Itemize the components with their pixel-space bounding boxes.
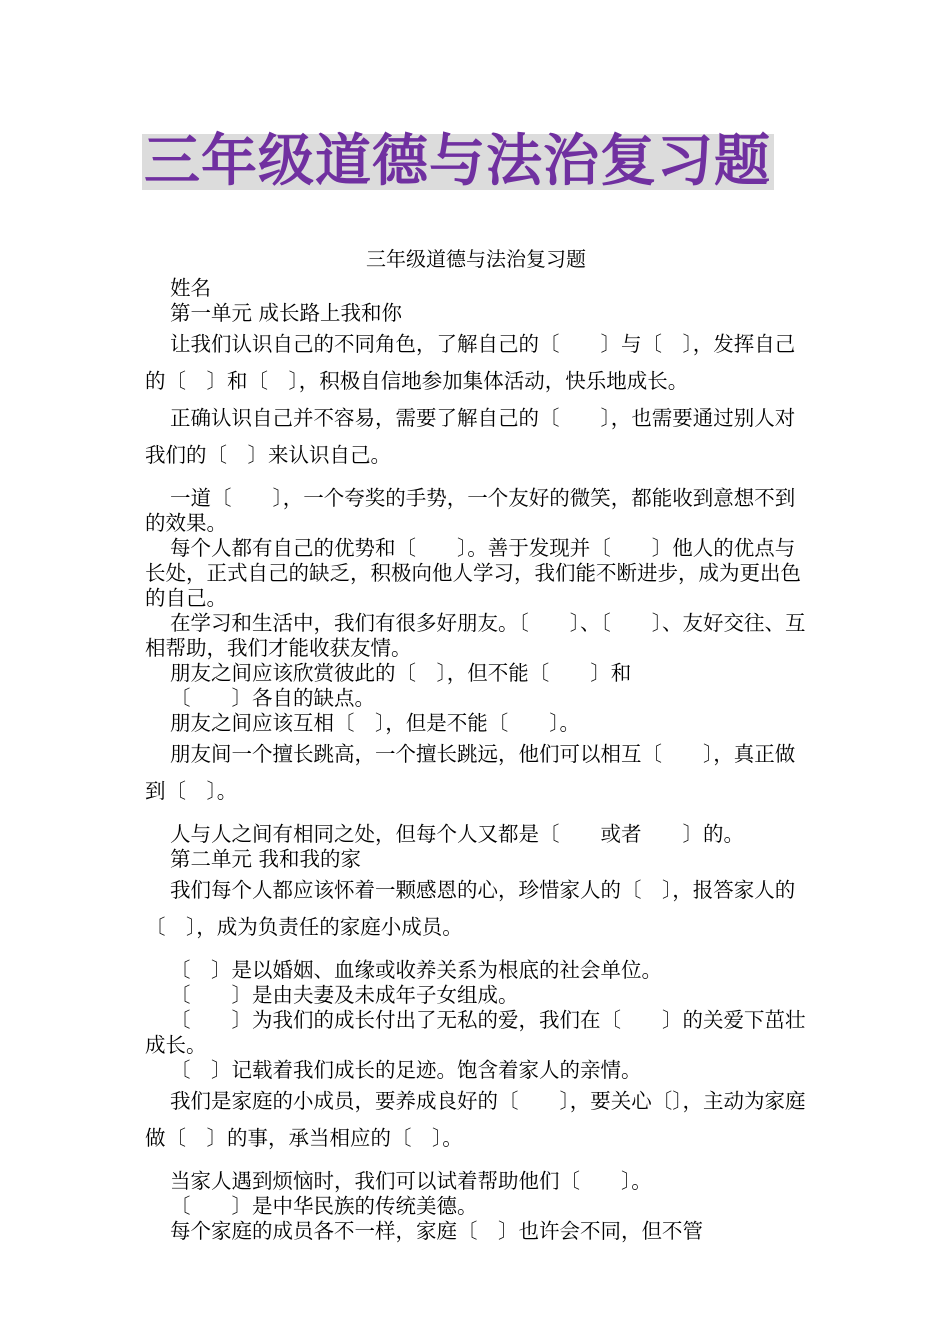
document-body xyxy=(145,242,807,1244)
paragraph: 我们是家庭的小成员，要养成良好的〔 〕，要关心〔〕，主动为家庭做〔 〕的事，承当相应的〔 〕。 xyxy=(145,1089,806,1150)
paragraph: 朋友间一个擅长跳高，一个擅长跳远，他们可以相互〔 〕，真正做到〔 〕。 xyxy=(145,742,796,803)
banner-title: 三年级道德与法治复习题 xyxy=(144,129,771,194)
paragraph: 当家人遇到烦恼时，我们可以试着帮助他们〔 〕。 xyxy=(170,1169,652,1193)
paragraph: 〔 〕是中华民族的传统美德。 xyxy=(170,1194,478,1218)
paragraph: 让我们认识自己的不同角色，了解自己的〔 〕与〔 〕，发挥自己的〔 〕和〔 〕，积极自信地参加集体活动，快乐地成长。 xyxy=(145,332,796,393)
paragraph: 我们每个人都应该怀着一颗感恩的心，珍惜家人的〔 〕，报答家人的〔 〕，成为负责任的家庭小成员。 xyxy=(145,878,796,939)
paragraph: 每个人都有自己的优势和〔 〕。善于发现并〔 〕他人的优点与长处，正式自己的缺乏，积极向他人学习，我们能不断进步，成为更出色的自己。 xyxy=(145,536,801,610)
title-banner xyxy=(142,129,774,194)
unit2-title: 第二单元 我和我的家 xyxy=(170,847,362,871)
name-label: 姓名 xyxy=(170,276,211,300)
paragraph: 〔 〕为我们的成长付出了无私的爱，我们在〔 〕的关爱下茁壮成长。 xyxy=(145,1008,806,1057)
paragraph: 〔 〕是由夫妻及未成年子女组成。 xyxy=(170,983,519,1007)
paragraph: 〔 〕是以婚姻、血缘或收养关系为根底的社会单位。 xyxy=(170,958,662,982)
paragraph: 在学习和生活中，我们有很多好朋友。〔 〕、〔 〕、友好交往、互相帮助，我们才能收获友情。 xyxy=(145,611,806,660)
paragraph: 正确认识自己并不容易，需要了解自己的〔 〕，也需要通过别人对我们的〔 〕来认识自己。 xyxy=(145,406,796,467)
doc-title: 三年级道德与法治复习题 xyxy=(366,247,586,271)
paragraph: 人与人之间有相同之处，但每个人又都是〔 或者 〕的。 xyxy=(170,822,744,846)
unit1-title: 第一单元 成长路上我和你 xyxy=(170,301,403,325)
paragraph: 每个家庭的成员各不一样，家庭〔 〕也许会不同，但不管 xyxy=(170,1219,703,1243)
paragraph: 朋友之间应该互相〔 〕，但是不能〔 〕。 xyxy=(170,711,580,735)
paragraph: 一道〔 〕，一个夸奖的手势，一个友好的微笑，都能收到意想不到的效果。 xyxy=(145,486,796,535)
paragraph: 〔 〕各自的缺点。 xyxy=(170,686,375,710)
paragraph: 朋友之间应该欣赏彼此的〔 〕，但不能〔 〕和 xyxy=(170,661,632,685)
paragraph: 〔 〕记载着我们成长的足迹。饱含着家人的亲情。 xyxy=(170,1058,642,1082)
